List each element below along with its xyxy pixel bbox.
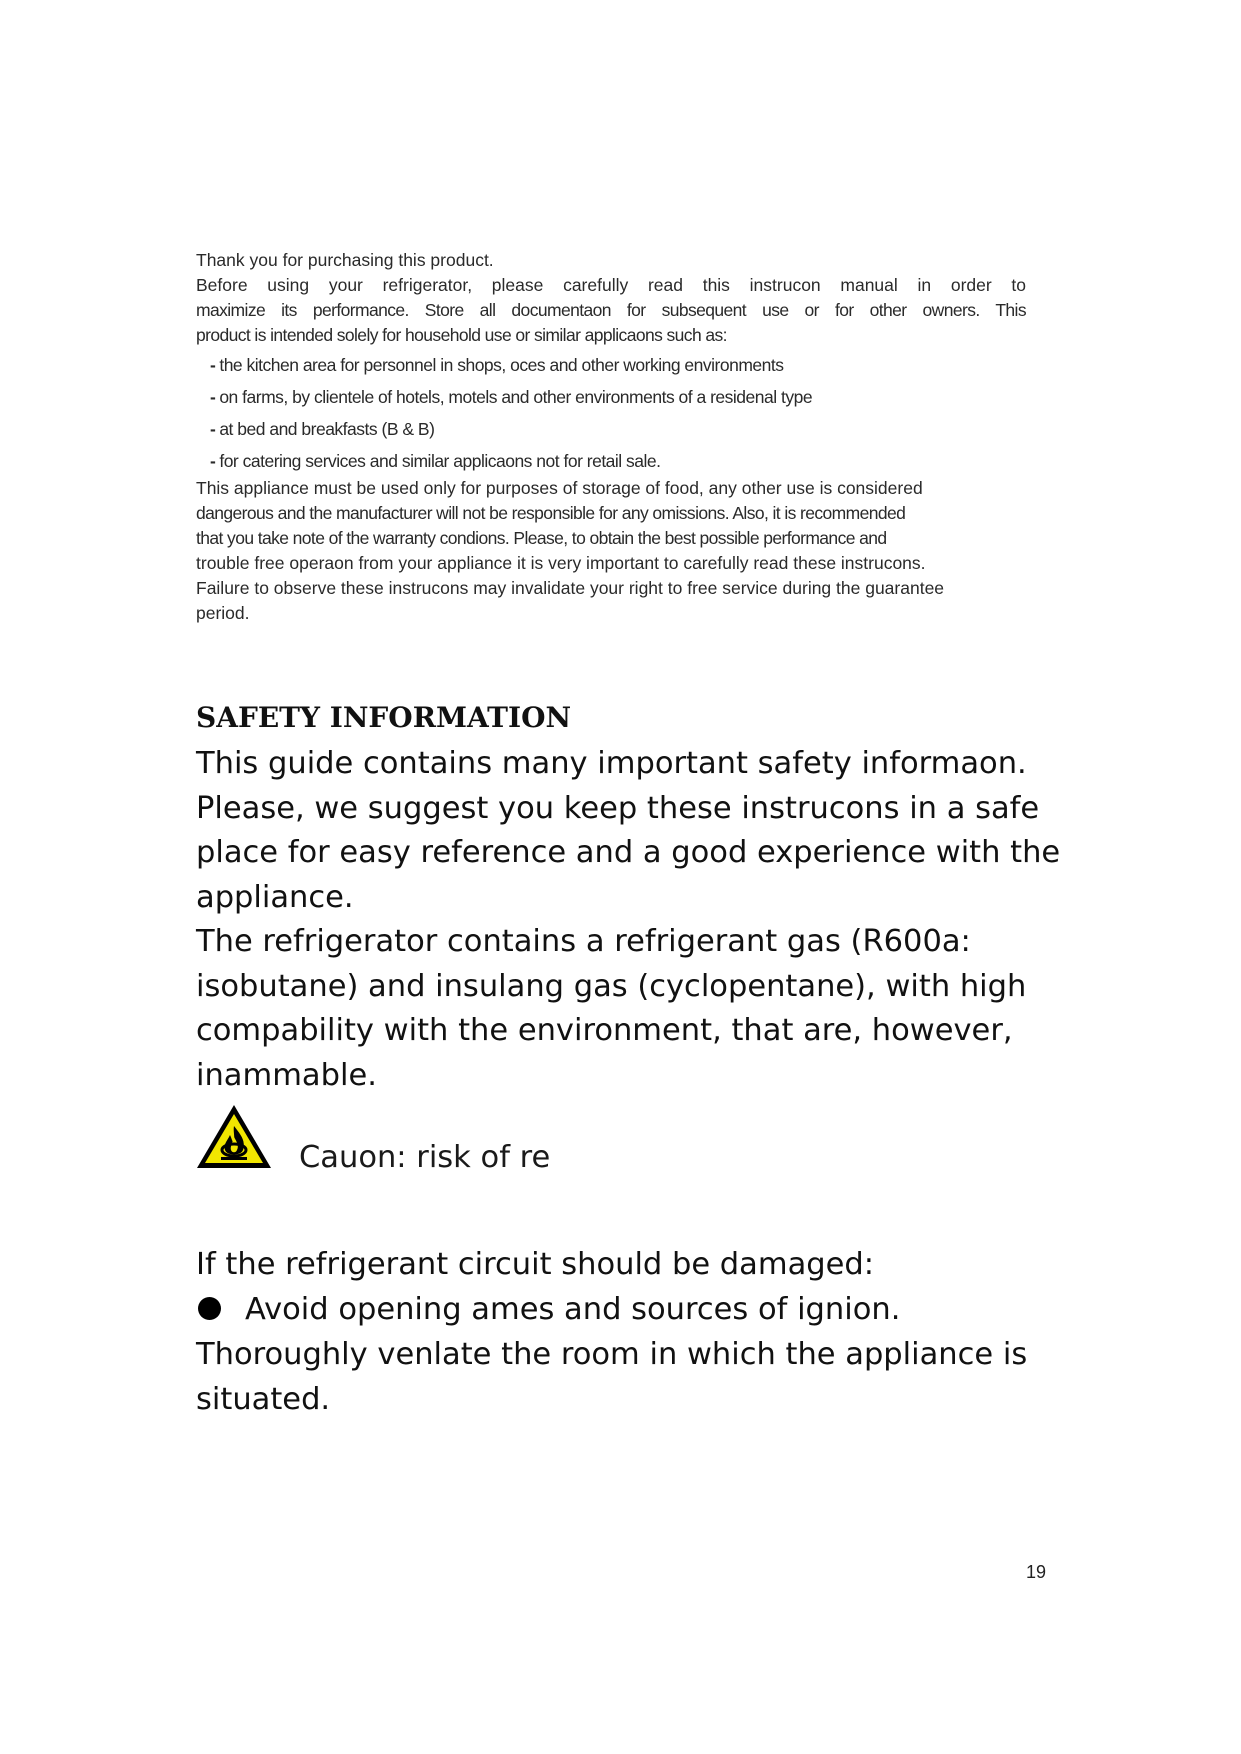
caution-label: Cauon: risk of re (299, 1140, 551, 1175)
safety-line: The refrigerator contains a refrigerant gas (R600a: (196, 924, 971, 959)
damage-heading: If the refrigerant circuit should be damaged: (196, 1247, 875, 1282)
safety-line: Please, we suggest you keep these instrucons in a safe (196, 790, 1040, 826)
safety-line: place for easy reference and a good experience with the (196, 835, 1061, 870)
list-item: - for catering services and similar applicaons not for retail sale. (210, 451, 661, 471)
safety-line: isobutane) and insulang gas (cyclopentane), with high (196, 968, 1027, 1004)
safety-line: This guide contains many important safety informaon. (196, 746, 1027, 781)
safety-line: inammable. (196, 1057, 377, 1093)
damage-line: situated. (196, 1382, 331, 1417)
body-line: period. (196, 603, 250, 623)
body-line: This appliance must be used only for purposes of storage of food, any other use is considered (196, 478, 923, 498)
section-title: SAFETY INFORMATION (196, 701, 572, 734)
intro-section (196, 248, 1026, 626)
list-item: Avoid opening ames and sources of ignion. (196, 1287, 1096, 1332)
damage-section (196, 1242, 1096, 1422)
intro-line: product is intended solely for household use or similar applicaons such as: (196, 325, 727, 345)
bullet-icon (198, 1297, 221, 1320)
body-line: trouble free operaon from your appliance it is very important to carefully read these instrucons. (196, 553, 926, 573)
body-line: dangerous and the manufacturer will not be responsible for any omissions. Also, it is recommended (196, 503, 906, 523)
list-item: - the kitchen area for personnel in shops, oces and other working environments (210, 355, 784, 375)
list-item: - at bed and breakfasts (B & B) (210, 419, 435, 439)
body-line: Failure to observe these instrucons may invalidate your right to free service during the guarantee (196, 578, 945, 598)
body-line: that you take note of the warranty condions. Please, to obtain the best possible performance and (196, 528, 887, 548)
intro-line: maximize its performance. Store all documentaon for subsequent use or for other owners. This (196, 300, 1026, 320)
safety-line: compability with the environment, that are, however, (196, 1013, 1013, 1048)
fire-hazard-warning-icon (194, 1102, 274, 1172)
damage-line: Thoroughly venlate the room in which the appliance is (196, 1337, 1028, 1372)
intro-line: Before using your refrigerator, please carefully read this instrucon manual in order to (196, 275, 1026, 295)
safety-text (196, 742, 1076, 1098)
page-number: 19 (1026, 1562, 1047, 1582)
intro-line: Thank you for purchasing this product. (196, 250, 494, 270)
safety-line: appliance. (196, 879, 354, 915)
list-item: - on farms, by clientele of hotels, motels and other environments of a residenal type (210, 387, 813, 407)
